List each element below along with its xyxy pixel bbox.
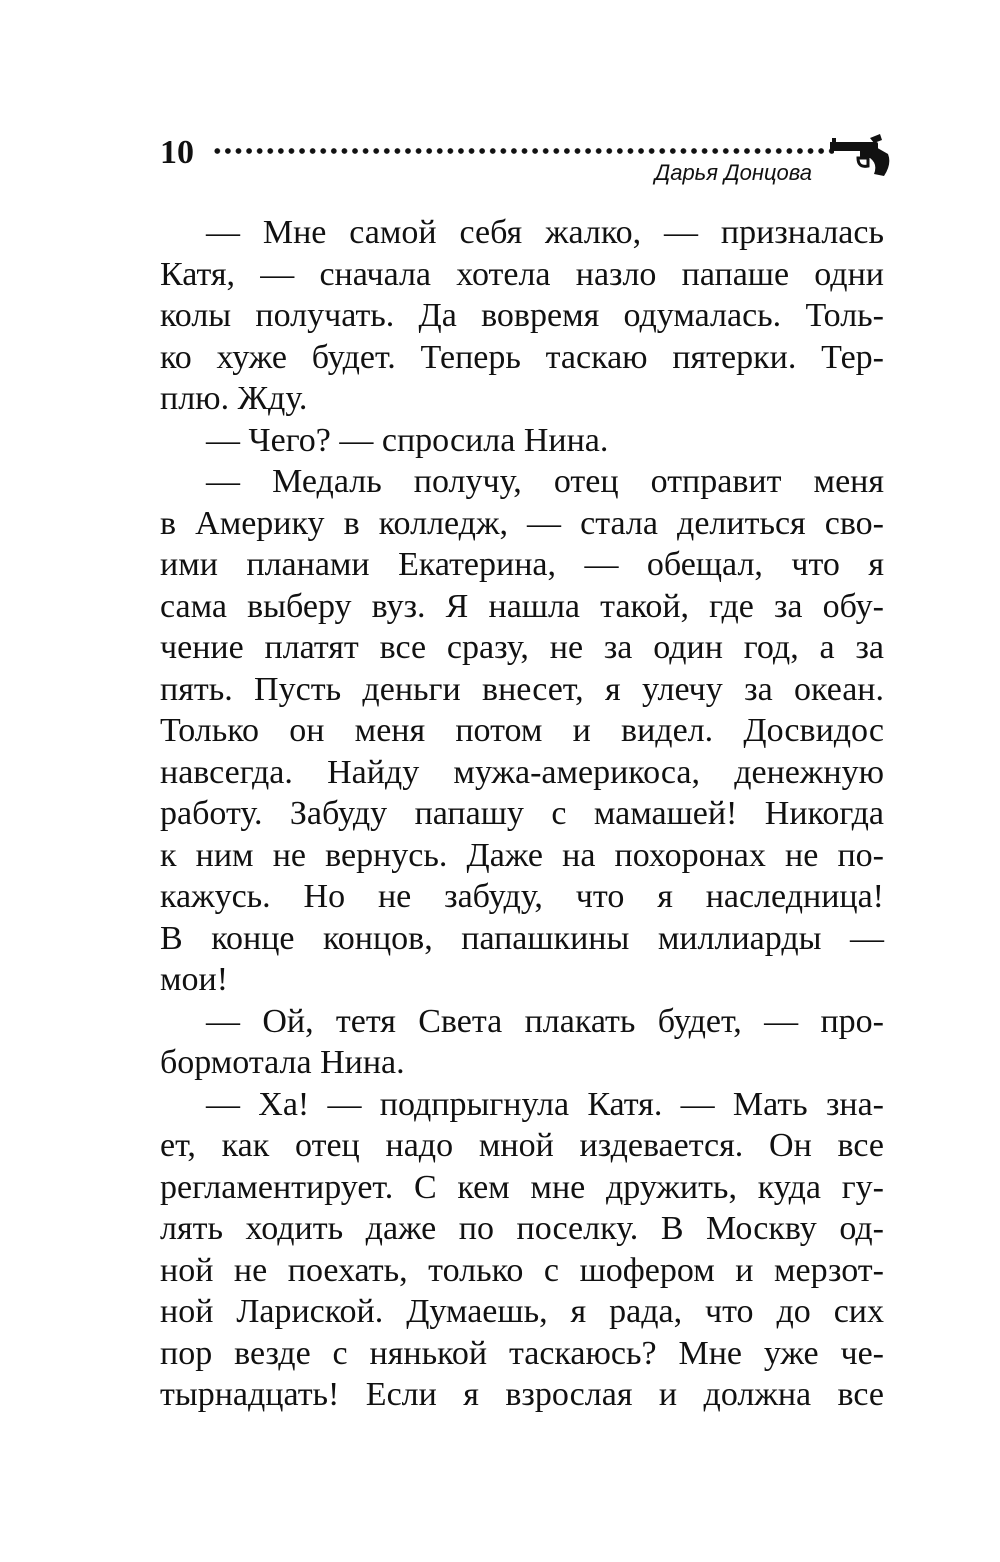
body-text (160, 212, 884, 1416)
text-line: — Чего? — спросила Нина. (206, 421, 609, 459)
text-line: В конце концов, папашкины миллиарды — (160, 919, 884, 957)
text-line: — Ой, тетя Света плакать будет, — про- (206, 1002, 884, 1040)
page-number: 10 (160, 134, 194, 171)
text-line: в Америку в колледж, — стала делиться сво- (160, 504, 884, 542)
text-line: чение платят все сразу, не за один год, а за (160, 629, 884, 666)
text-line: Катя, — сначала хотела назло папаше одни (160, 255, 884, 293)
text-line: работу. Забуду папашу с мамашей! Никогда (160, 795, 884, 832)
text-line: навсегда. Найду мужа-америкоса, денежную (160, 753, 884, 791)
text-line: — Мне самой себя жалко, — призналась (206, 214, 884, 251)
text-line: ной не поехать, только с шофером и мерзот- (160, 1251, 884, 1289)
text-line: плю. Жду. (160, 380, 308, 417)
text-line: Только он меня потом и видел. Досвидос (160, 712, 884, 749)
running-header (160, 118, 890, 198)
text-line: колы получать. Да вовремя одумалась. Толь- (160, 297, 884, 334)
text-line: ими планами Екатерина, — обещал, что я (160, 546, 884, 583)
revolver-icon (830, 130, 892, 180)
text-line: мои! (160, 961, 229, 998)
author-name: Дарья Донцова (654, 160, 812, 185)
text-line: ет, как отец надо мной издевается. Он все (160, 1127, 884, 1164)
text-line: бормотала Нина. (160, 1044, 405, 1081)
text-line: пор везде с нянькой таскаюсь? Мне уже че- (160, 1334, 884, 1372)
text-line: ной Лариской. Думаешь, я рада, что до сих (160, 1293, 884, 1330)
text-line: тырнадцать! Если я взрослая и должна все (160, 1376, 884, 1413)
dotted-rule (212, 148, 834, 154)
text-line: — Ха! — подпрыгнула Катя. — Мать зна- (206, 1085, 884, 1123)
text-line: — Медаль получу, отец отправит меня (206, 463, 884, 500)
text-line: ко хуже будет. Теперь таскаю пятерки. Тер- (160, 338, 884, 376)
text-line: к ним не вернусь. Даже на похоронах не по- (160, 836, 884, 874)
text-line: лять ходить даже по поселку. В Москву од- (160, 1210, 884, 1247)
text-line: регламентирует. С кем мне дружить, куда гу- (160, 1168, 884, 1206)
text-line: пять. Пусть деньги внесет, я улечу за океан. (160, 670, 884, 708)
text-line: кажусь. Но не забуду, что я наследница! (160, 878, 884, 915)
text-line: сама выберу вуз. Я нашла такой, где за обу- (160, 587, 884, 625)
